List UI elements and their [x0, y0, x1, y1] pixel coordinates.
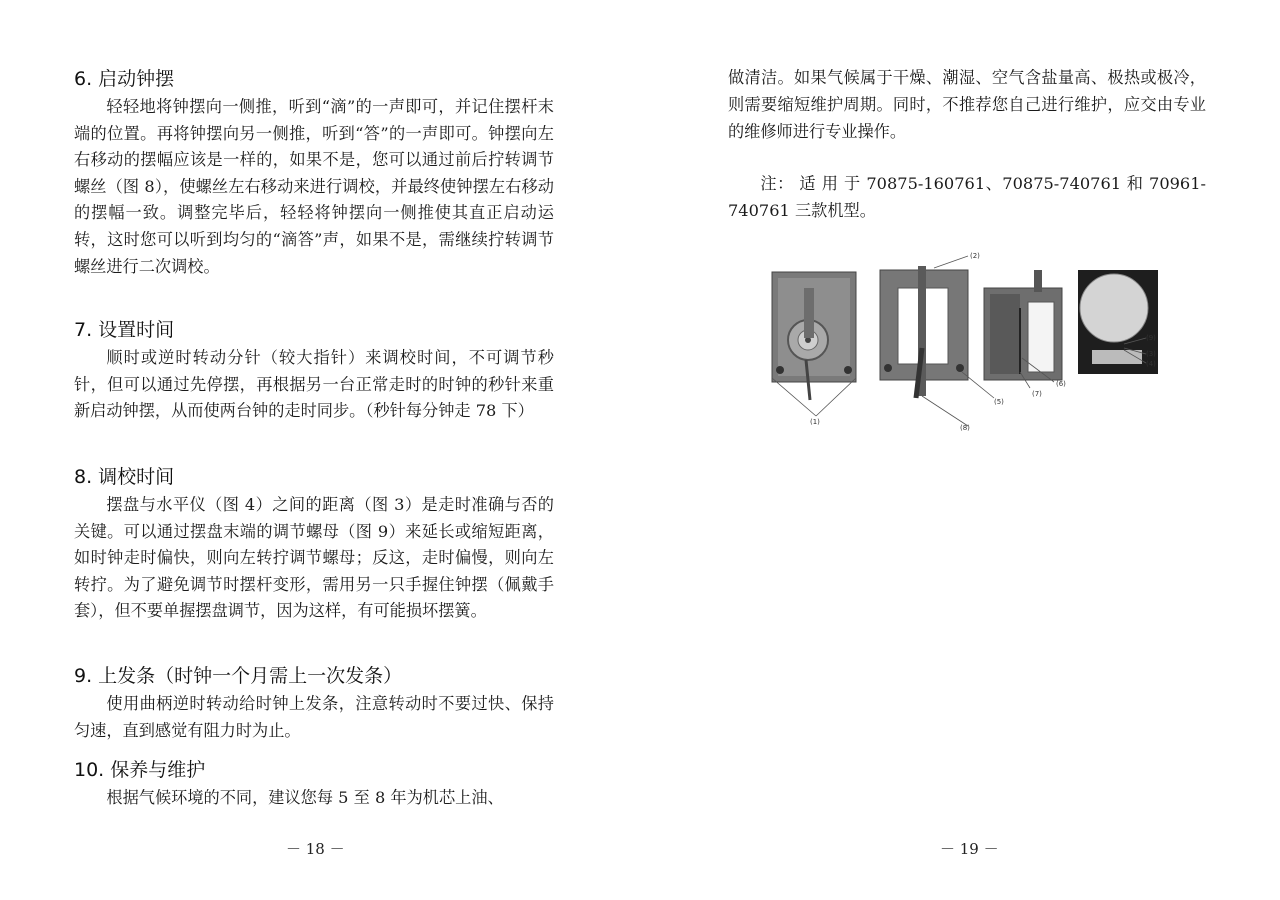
figure-label-8: (8): [960, 424, 970, 432]
movement-side-panel: [984, 270, 1062, 380]
figure-label-3: (3): [1146, 350, 1156, 358]
figure-label-7: (7): [1032, 390, 1042, 398]
paragraph-text: 摆盘与水平仪（图 4）之间的距离（图 3）是走时准确与否的关键。可以通过摆盘末端的调节螺母（图 9）来延长或缩短距离，如时钟走时偏快，则向左转拧调节螺母；反这，走时偏慢，则向左转拧。为了避免调节时摆杆变形，需用另一只手握住钟摆（佩戴手套），但不要单握摆盘调节，因为这样，有可能损坏摆簧。: [74, 495, 554, 621]
figure-label-2: (2): [970, 252, 980, 260]
paragraph-text: 轻轻地将钟摆向一侧推，听到“滴”的一声即可，并记住摆杆末端的位置。再将钟摆向另一侧推，听到“答”的一声即可。钟摆向左右移动的摆幅应该是一样的，如果不是，您可以通过前后拧转调节螺丝（图 8），使螺丝左右移动来进行调校，并最终使钟摆左右移动的摆幅一致。调整完毕后，轻轻将钟摆向一侧推使其直正启动运转，这时您可以听到均匀的“滴答”声，如果不是，需继续拧转调节螺丝进行二次调校。: [74, 97, 554, 276]
model-note: [728, 170, 1206, 224]
section-title-start-pendulum: 6. 启动钟摆: [74, 68, 175, 90]
section-body-set-time: [74, 345, 554, 425]
page-number: － 18 －: [286, 840, 345, 858]
section-title-maintenance: 10. 保养与维护: [74, 759, 206, 781]
paragraph-text: 使用曲柄逆时转动给时钟上发条，注意转动时不要过快、保持匀速，直到感觉有阻力时为止。: [74, 694, 554, 740]
section-title-set-time: 7. 设置时间: [74, 319, 175, 341]
right-page: [640, 0, 1280, 900]
section-body-start-pendulum: [74, 94, 554, 280]
section-body-maintenance: [74, 785, 554, 812]
section-body-wind-up: [74, 691, 554, 744]
paragraph-text: 根据气候环境的不同，建议您每 5 至 8 年为机芯上油、: [106, 788, 504, 807]
paragraph-text: 做清洁。如果气候属于干燥、潮湿、空气含盐量高、极热或极冷，则需要缩短维护周期。同时，不推荐您自己进行维护，应交由专业的维修师进行专业操作。: [728, 68, 1206, 141]
section-body-adjust-time: [74, 492, 554, 625]
pendulum-disc-panel: [1078, 270, 1158, 374]
paragraph-text: 顺时或逆时转动分针（较大指针）来调校时间，不可调节秒针，但可以通过先停摆，再根据另一台正常走时的时钟的秒针来重新启动钟摆，从而使两台钟的走时同步。（秒针每分钟走 78 下）: [74, 348, 554, 421]
figure-label-4: (4): [1146, 360, 1156, 368]
figure-label-1: (1): [810, 418, 820, 426]
section-title-wind-up: 9. 上发条（时钟一个月需上一次发条）: [74, 665, 403, 687]
clock-movement-figure: [758, 248, 1158, 433]
page-number: － 19 －: [940, 840, 999, 858]
paragraph-text: 注： 适 用 于 70875-160761、70875-740761 和 70961-740761 三款机型。: [728, 174, 1206, 220]
figure-label-6: (6): [1056, 380, 1066, 388]
movement-back-panel: [880, 266, 968, 398]
movement-front-panel: [772, 272, 856, 400]
section-title-adjust-time: 8. 调校时间: [74, 466, 175, 488]
figure-label-9: (9): [1146, 334, 1156, 342]
maintenance-continued-text: [728, 64, 1206, 145]
figure-label-5: (5): [994, 398, 1004, 406]
